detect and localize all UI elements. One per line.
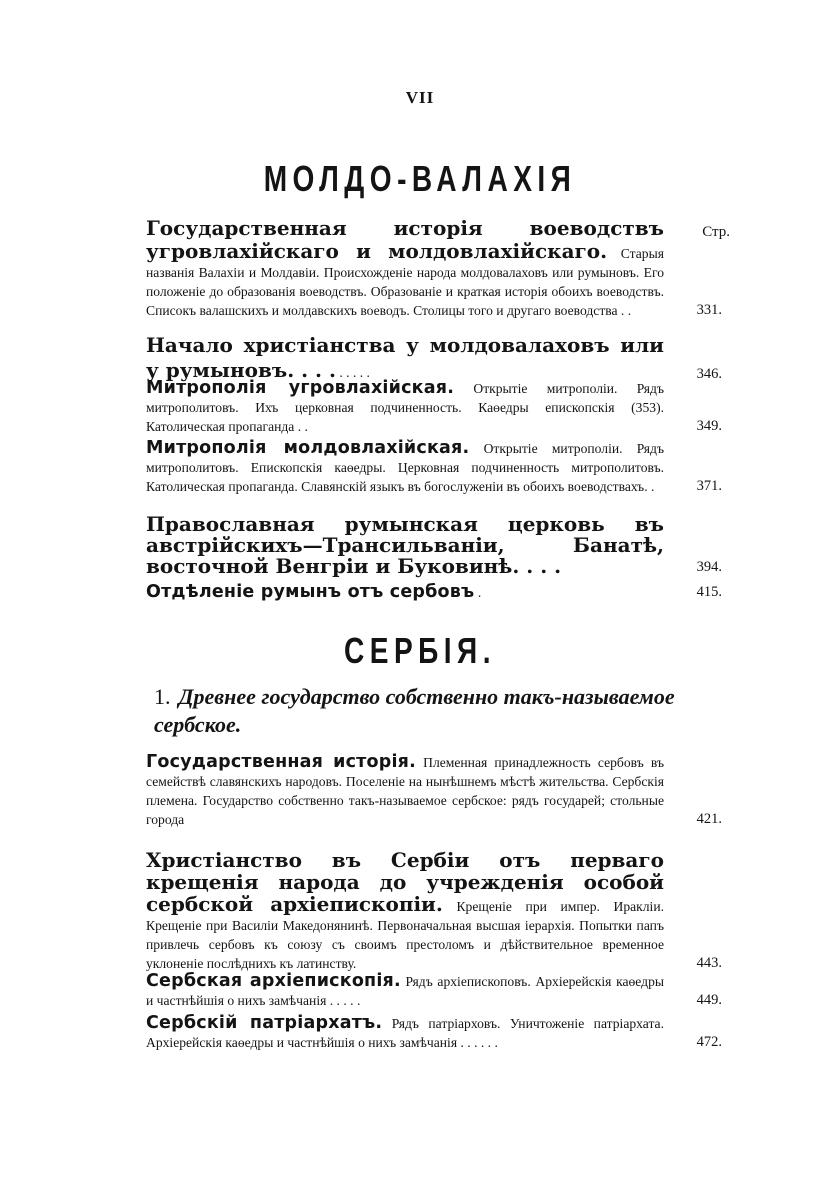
entry-text: Открытіе митрополіи. Рядъ митрополитовъ. Епископскія каѳедры. Церковная подчиненность митрополитовъ. Католическая пропаганда. Славянскій языкъ въ богослуженіи въ обоихъ воеводствахъ. . <box>146 441 664 494</box>
entry-heading: Государственная исторія воеводствъ угровлахійскаго и молдовлахійскаго. <box>146 216 664 263</box>
toc-entry <box>146 439 722 496</box>
entry-heading: Православная румынская церковь въ австрійскихъ—Трансильваніи, Банатѣ, восточной Венгріи и Буковинѣ. . . . <box>146 512 664 578</box>
toc-entry <box>146 514 722 577</box>
entry-text: Крещеніе при импер. Иракліи. Крещеніе при Василіи Македонянинѣ. Первоначальная высшая іерархія. Попытки папъ привлечь сербовъ къ союзу съ своимъ престоломъ и дѣйствительное временное уклоненіе послѣднихъ къ латинству. <box>146 899 664 971</box>
section-title-moldo-wallachia: МОЛДО-ВАЛАХІЯ <box>263 158 577 199</box>
entry-page: 421. <box>696 811 722 827</box>
entry-text: Старыя названія Валахіи и Молдавіи. Происхожденіе народа молдовалаховъ или румыновъ. Его положеніе до образованія воеводствъ. Образованіе и краткая исторія обоихъ воеводствъ. Списокъ валашскихъ и молдавскихъ воеводъ. Столицы того и другаго воеводства . . <box>146 246 664 318</box>
toc-entry <box>146 753 722 829</box>
entry-page: 331. <box>696 302 722 318</box>
entry-heading: Митрополія угровлахійская. <box>146 378 455 398</box>
toc-entry <box>146 583 722 602</box>
toc-entry <box>146 972 722 1010</box>
entry-heading: Государственная исторія. <box>146 752 416 772</box>
entry-heading: Христіанство въ Сербіи отъ перваго крещенія народа до учрежденія особой сербской архіепископіи. <box>146 848 664 916</box>
toc-entry <box>146 334 722 384</box>
subsection-number: 1. <box>154 684 171 709</box>
entry-page: 449. <box>696 992 722 1008</box>
entry-heading: Начало христіанства у молдовалаховъ или у румыновъ. . . . <box>146 333 664 382</box>
section-title-serbia: СЕРБІЯ. <box>344 630 496 671</box>
entry-page: 346. <box>696 366 722 382</box>
entry-page: 371. <box>696 478 722 494</box>
entry-heading: Сербскій патріархатъ. <box>146 1013 383 1033</box>
entry-page: 472. <box>696 1034 722 1050</box>
entry-heading: Сербская архіепископія. <box>146 971 401 991</box>
entry-text: Рядъ архіепископовъ. Архіерейскія каѳедры и частнѣйшія о нихъ замѣчанія . . . . . <box>146 974 665 1008</box>
toc-entry <box>146 850 722 973</box>
entry-text: Рядъ патріарховъ. Уничтоженіе патріархата. Архіерейскія каѳедры и частнѣйшія о нихъ замѣчанія . . . . . . <box>146 1016 664 1050</box>
entry-page: 443. <box>696 955 722 971</box>
entry-heading: Митрополія молдовлахійская. <box>146 438 470 458</box>
entry-text: . . . . . <box>339 365 370 380</box>
subsection-title: Древнее государство собственно такъ-называемое сербское. <box>154 684 675 737</box>
page-number: VII <box>405 88 435 107</box>
entry-page: 394. <box>696 559 722 575</box>
page-column-label: Стр. <box>702 224 730 240</box>
entry-page: 415. <box>696 584 722 600</box>
toc-entry <box>146 379 722 436</box>
toc-entry <box>146 1014 722 1052</box>
toc-entry <box>146 217 722 320</box>
entry-page: 349. <box>696 418 722 434</box>
entry-text: . <box>477 585 482 600</box>
entry-heading: Отдѣленіе румынъ отъ сербовъ <box>146 582 475 602</box>
entry-text: Племенная принадлежность сербовъ въ семействѣ славянскихъ народовъ. Поселеніе на нынѣшнемъ мѣстѣ жительства. Сербскія племена. Государство собственно такъ-называемое сербское: рядъ государей; стольные города <box>146 755 664 827</box>
subsection-heading <box>154 683 724 739</box>
entry-text: Открытіе митрополіи. Рядъ митрополитовъ. Ихъ церковная подчиненность. Каѳедры епископскія (353). Католическая пропаганда . . <box>146 381 664 434</box>
